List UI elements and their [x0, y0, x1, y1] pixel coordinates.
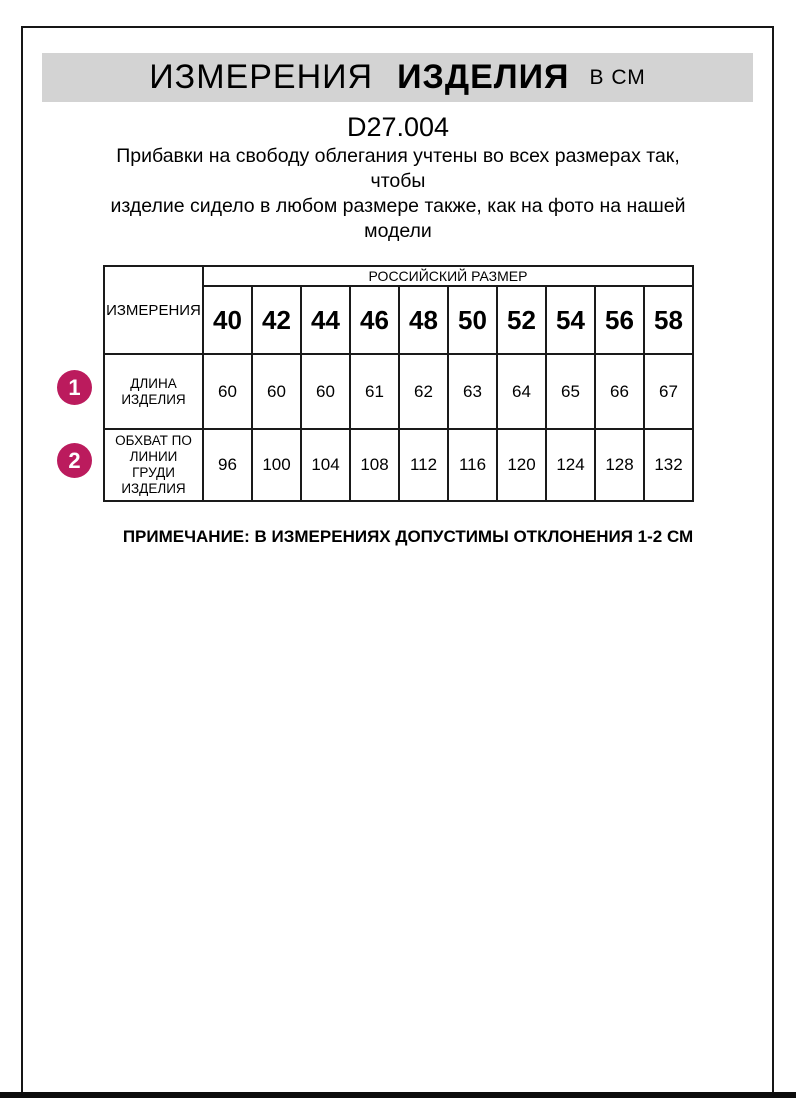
description-line: Прибавки на свободу облегания учтены во всех размерах так, чтобы	[116, 145, 680, 192]
size-header-cell: 58	[644, 286, 693, 354]
size-header-cell: 52	[497, 286, 546, 354]
size-header-cell: 42	[252, 286, 301, 354]
row-label-line: ЛИНИИ	[129, 449, 178, 464]
corner-header-cell: ИЗМЕРЕНИЯ	[104, 266, 203, 354]
model-code: D27.004	[346, 112, 450, 142]
row-marker-1: 1	[57, 370, 92, 405]
value-cell: 124	[546, 429, 595, 501]
value-cell: 60	[252, 354, 301, 429]
value-cell: 62	[399, 354, 448, 429]
value-cell: 120	[497, 429, 546, 501]
size-header-cell: 44	[301, 286, 350, 354]
value-cell: 100	[252, 429, 301, 501]
value-cell: 104	[301, 429, 350, 501]
value-cell: 96	[203, 429, 252, 501]
row-label-line: ГРУДИ	[132, 465, 175, 480]
title-banner	[42, 53, 753, 102]
table-row-length	[104, 354, 693, 429]
value-cell: 66	[595, 354, 644, 429]
value-cell: 60	[203, 354, 252, 429]
value-cell: 64	[497, 354, 546, 429]
value-cell: 63	[448, 354, 497, 429]
size-header-cell: 40	[203, 286, 252, 354]
value-cell: 132	[644, 429, 693, 501]
row-marker-2: 2	[57, 443, 92, 478]
row-label-line: ДЛИНА	[130, 375, 177, 391]
measurements-table	[103, 265, 694, 502]
size-header-cell: 50	[448, 286, 497, 354]
value-cell: 112	[399, 429, 448, 501]
table-row-chest	[104, 429, 693, 501]
size-header-cell: 46	[350, 286, 399, 354]
group-header-cell: РОССИЙСКИЙ РАЗМЕР	[203, 266, 693, 286]
row-label-line: ИЗДЕЛИЯ	[121, 391, 186, 407]
tolerance-note: ПРИМЕЧАНИЕ: В ИЗМЕРЕНИЯХ ДОПУСТИМЫ ОТКЛОНЕНИЯ 1-2 СМ	[122, 527, 694, 546]
row-label-cell	[104, 429, 203, 501]
value-cell: 128	[595, 429, 644, 501]
title-main: ИЗМЕРЕНИЯ	[149, 58, 374, 96]
value-cell: 67	[644, 354, 693, 429]
size-header-cell: 56	[595, 286, 644, 354]
bottom-edge-bar	[0, 1092, 796, 1098]
value-cell: 61	[350, 354, 399, 429]
value-cell: 60	[301, 354, 350, 429]
fit-description	[98, 144, 698, 244]
row-label-line: ИЗДЕЛИЯ	[121, 481, 186, 496]
value-cell: 65	[546, 354, 595, 429]
row-label-line: ОБХВАТ ПО	[115, 433, 192, 448]
value-cell: 116	[448, 429, 497, 501]
title-emphasis: ИЗДЕЛИЯ	[397, 58, 570, 96]
value-cell: 108	[350, 429, 399, 501]
description-line: изделие сидело в любом размере также, как на фото на нашей	[110, 195, 686, 217]
title-unit: В СМ	[589, 65, 646, 89]
size-header-cell: 48	[399, 286, 448, 354]
description-line: модели	[364, 220, 432, 242]
row-label-cell	[104, 354, 203, 429]
size-header-cell: 54	[546, 286, 595, 354]
